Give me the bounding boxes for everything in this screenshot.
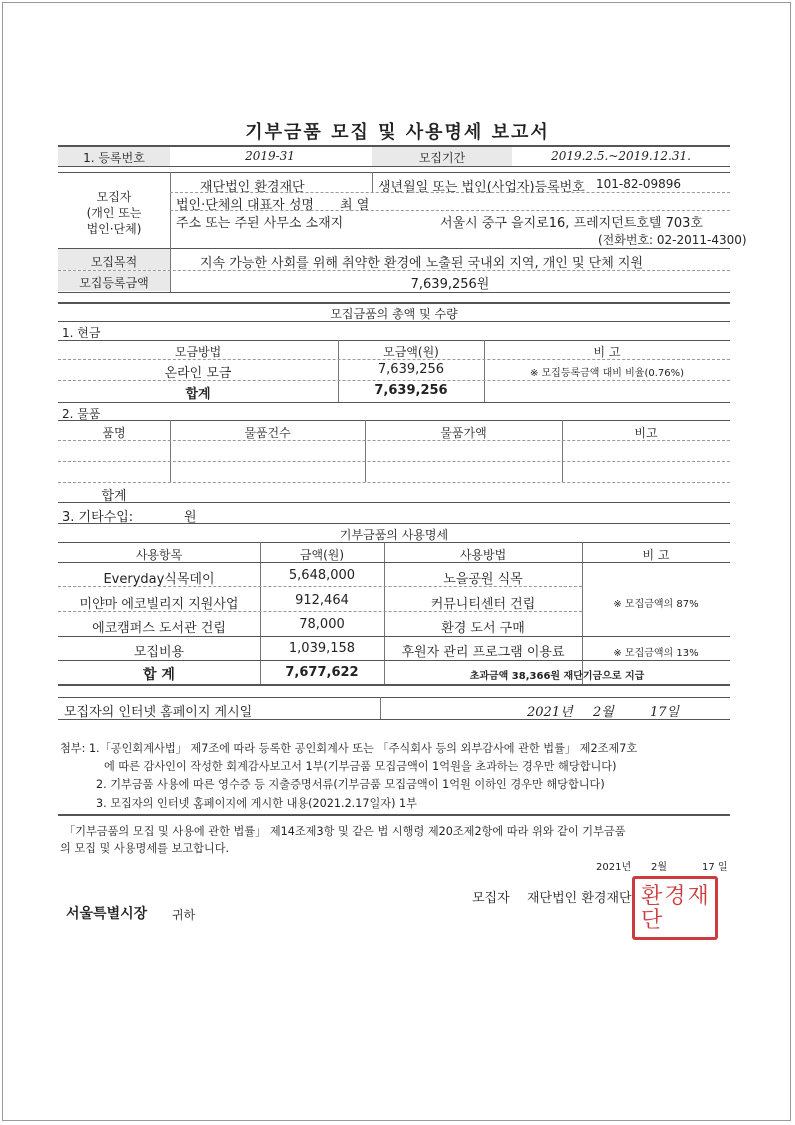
declaration-day: 17 일 — [702, 862, 728, 873]
rule — [58, 684, 730, 686]
usage-header-item: 사용항목 — [135, 548, 183, 562]
rule — [58, 145, 730, 147]
usage-note-87: ※ 모집금액의 87% — [613, 599, 699, 610]
rule — [170, 210, 730, 211]
usage-row-item: Everyday식목데이 — [103, 572, 215, 587]
cash-method: 온라인 모금 — [164, 366, 232, 381]
cash-section: 1. 현금 — [62, 326, 101, 340]
rule — [582, 542, 583, 684]
id-label: 생년월일 또는 법인(사업자)등록번호 — [378, 180, 585, 195]
recruiter-name: 재단법인 환경재단 — [200, 180, 305, 195]
seal-text: 환경재단 — [641, 884, 711, 933]
usage-row-amount: 78,000 — [299, 617, 345, 632]
usage-row-amount: 912,464 — [295, 593, 349, 608]
cash-header-amount: 모금액(원) — [383, 345, 439, 359]
usage-title: 기부금품의 사용명세 — [339, 528, 449, 542]
rule — [58, 636, 730, 637]
usage-header-note: 비 고 — [642, 548, 670, 562]
rule — [58, 542, 730, 543]
rule — [58, 166, 730, 167]
goods-header-name: 품명 — [102, 426, 126, 440]
rule — [58, 482, 730, 483]
declaration-month: 2월 — [651, 862, 668, 873]
rule — [58, 660, 730, 661]
declaration-line-1: 「기부금품의 모집 및 사용에 관한 법률」 제14조제3항 및 같은 법 시행령 제20조제2항에 따라 위와 같이 기부금품 — [64, 825, 626, 838]
rule — [372, 172, 373, 192]
reg-amount-value: 7,639,256원 — [410, 277, 490, 292]
rule — [58, 586, 582, 587]
addr-value: 서울시 중구 을지로16, 프레지던트호텔 703호 — [440, 216, 703, 231]
recipient-suffix: 귀하 — [172, 908, 196, 922]
usage-total-label: 합 계 — [143, 667, 175, 683]
usage-row-item: 모집비용 — [133, 645, 185, 660]
rule — [58, 380, 730, 381]
cash-header-note: 비 고 — [593, 345, 621, 359]
seal-stamp — [632, 876, 718, 940]
attachment-1-cont: 에 따른 감사인이 작성한 회계감사보고서 1부(기부금품 모집금액이 1억원을 초과하는 경우만 해당합니다) — [104, 760, 617, 773]
declaration-line-2: 의 모집 및 사용명세를 보고합니다. — [60, 842, 230, 855]
attachment-1: 첨부: 1.「공인회계사법」 제7조에 따라 등록한 공인회계사 또는 「주식회사 등의 외부감사에 관한 법률」 제2조제7호 — [60, 742, 638, 755]
recruiter-label: (개인 또는 — [86, 206, 142, 220]
period-value: 2019.2.5.~2019.12.31. — [551, 149, 691, 163]
rule — [58, 359, 730, 360]
goods-header-value: 물품가액 — [440, 426, 487, 440]
rule — [58, 321, 730, 322]
cash-total: 7,639,256 — [374, 383, 448, 398]
cash-header-method: 모금방법 — [174, 345, 222, 359]
rule — [170, 420, 171, 482]
rule — [58, 814, 730, 816]
usage-row-amount: 5,648,000 — [288, 568, 356, 583]
rule — [58, 402, 730, 403]
purpose-value: 지속 가능한 사회를 위해 취약한 환경에 노출된 국내외 지역, 개인 및 단체 지원 — [200, 256, 644, 271]
goods-header-note: 비고 — [634, 426, 658, 440]
usage-header-method: 사용방법 — [459, 548, 507, 562]
rule — [384, 542, 385, 684]
rule — [58, 562, 730, 563]
rule — [58, 461, 730, 462]
attachment-3: 3. 모집자의 인터넷 홈페이지에 게시한 내용(2021.2.17일자) 1부 — [96, 797, 417, 810]
usage-row-amount: 1,039,158 — [288, 641, 356, 656]
recruiter-label: 법인·단체) — [86, 222, 142, 236]
purpose-label: 모집목적 — [90, 255, 138, 269]
reg-no-label: 1. 등록번호 — [83, 151, 145, 165]
rule — [170, 192, 730, 193]
recruiter-label: 모집자 — [96, 190, 132, 204]
rule — [58, 172, 730, 173]
reg-amount-label: 모집등록금액 — [79, 276, 149, 290]
rep-label: 법인·단체의 대표자 성명 — [176, 198, 314, 213]
other-income-unit: 원 — [184, 510, 197, 525]
rule — [365, 420, 366, 482]
rule — [58, 719, 730, 720]
signer-label: 모집자 — [472, 891, 510, 906]
addr-label: 주소 또는 주된 사무소 소재지 — [176, 216, 344, 231]
usage-total-note: 초과금액 38,366원 재단기금으로 지급 — [469, 671, 645, 682]
attachment-2: 2. 기부금품 사용에 따른 영수증 등 지출증명서류(기부금품 모집금액이 1억원 이하인 경우만 해당합니다) — [96, 778, 605, 791]
cash-total-label: 합계 — [185, 387, 211, 402]
rule — [380, 697, 381, 719]
goods-section: 2. 물품 — [62, 407, 101, 421]
rule — [58, 340, 730, 341]
usage-row-method: 커뮤니티센터 건립 — [430, 597, 536, 612]
rule — [562, 420, 563, 482]
rule — [58, 611, 582, 612]
usage-row-item: 에코캠퍼스 도서관 건립 — [92, 621, 226, 636]
rule — [260, 542, 261, 684]
other-income-label: 3. 기타수입: — [62, 510, 134, 525]
declaration-year: 2021년 — [596, 862, 632, 873]
page-title: 기부금품 모집 및 사용명세 보고서 — [245, 122, 550, 143]
usage-header-amount: 금액(원) — [299, 548, 345, 562]
rule — [58, 420, 730, 421]
usage-total: 7,677,622 — [285, 665, 359, 680]
internet-month: 2월 — [593, 705, 614, 720]
internet-year: 2021년 — [527, 705, 573, 720]
cash-amount: 7,639,256 — [377, 362, 445, 377]
usage-row-item: 미얀마 에코빌리지 지원사업 — [79, 597, 239, 612]
totals-title: 모집금품의 총액 및 수량 — [330, 307, 458, 321]
usage-row-method: 후원자 관리 프로그램 이용료 — [401, 645, 565, 660]
rule — [58, 697, 730, 698]
rep-name: 최 열 — [340, 198, 370, 213]
phone: (전화번호: 02-2011-4300) — [598, 233, 747, 247]
rule — [58, 302, 730, 304]
internet-label: 모집자의 인터넷 홈페이지 게시일 — [64, 705, 253, 720]
reg-no-value: 2019-31 — [245, 149, 295, 163]
goods-header-count: 물품건수 — [244, 426, 291, 440]
recipient: 서울특별시장 — [66, 906, 148, 922]
goods-total-label: 합계 — [101, 489, 127, 504]
cash-note: ※ 모집등록금액 대비 비율(0.76%) — [529, 368, 685, 379]
id-value: 101-82-09896 — [596, 177, 682, 191]
rule — [58, 292, 730, 293]
usage-note-13: ※ 모집금액의 13% — [613, 648, 699, 659]
signer-name: 재단법인 환경재단 — [527, 891, 632, 906]
rule — [58, 523, 730, 524]
rule — [58, 502, 730, 503]
period-label: 모집기간 — [418, 151, 466, 165]
usage-row-method: 환경 도서 구매 — [441, 621, 525, 636]
internet-day: 17일 — [650, 705, 680, 720]
usage-row-method: 노을공원 식목 — [443, 572, 523, 587]
rule — [58, 440, 730, 441]
